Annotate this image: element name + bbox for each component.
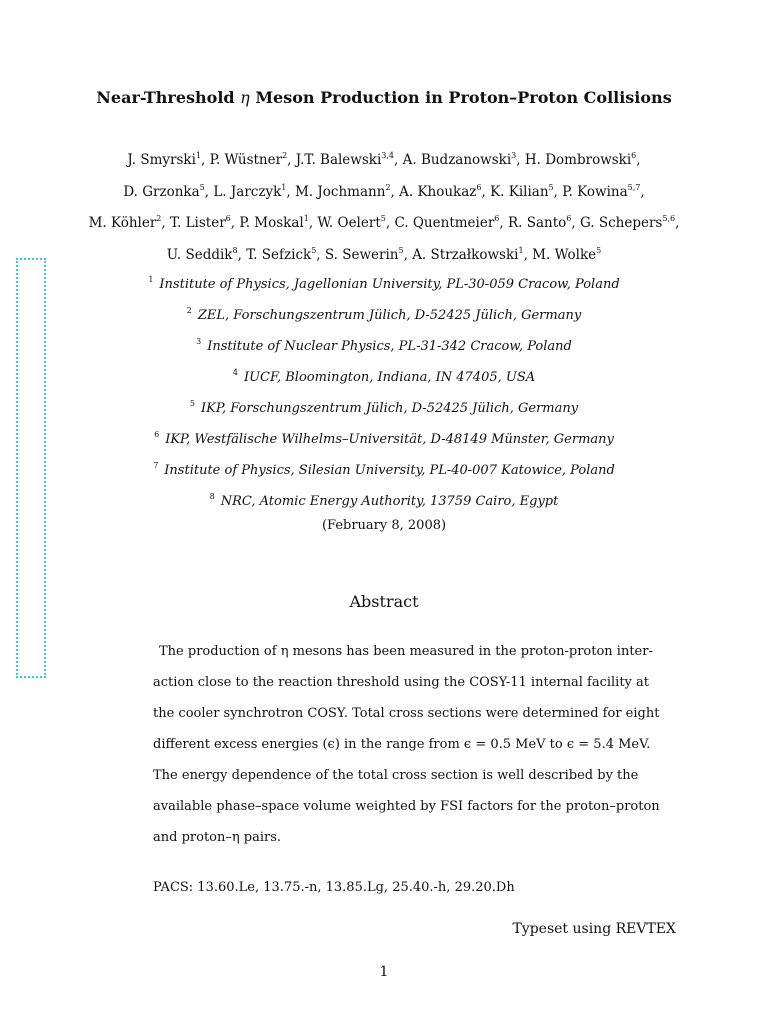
affiliation-number: 2 [186,306,192,315]
abstract-line: available phase–space volume weighted by FSI factors for the proton–proton [153,799,660,814]
author [508,215,571,231]
affiliation [60,455,708,486]
author [399,184,481,200]
author-name: M. Jochmann [294,183,386,200]
affiliation-text: Institute of Nuclear Physics, PL-31-342 Cracow, Poland [207,339,572,354]
affiliation-number: 5 [189,399,195,408]
affiliation [60,486,708,517]
author-affiliation-marker: 1 [195,151,202,160]
author-name: A. Khoukaz [399,183,477,200]
author-name: M. Köhler [88,215,157,231]
author-affiliation-marker: 5 [311,245,317,255]
author-affiliation-marker: 2 [282,151,288,160]
affiliation-number: 1 [148,275,154,284]
author [295,184,391,200]
author [296,152,394,168]
affiliation-text: Institute of Physics, Silesian University, PL-40-007 Katowice, Poland [164,463,615,478]
author-name: G. Schepers [579,215,663,231]
affiliation [60,331,708,362]
author [123,184,204,200]
author-line: M. Köhler$^2$, T. Lister$^6$, P. Moskal$^1$, W. Oelert$^5$, C. Quentmeier$^6$, R. Santo$^6$, G. Schepers$^{5,6}$, [88,214,680,231]
abstract-line: action close to the reaction threshold using the COSY-11 internal facility at [153,675,649,690]
affiliation [60,393,708,424]
affiliation-number: 6 [154,430,160,439]
author-name: U. Seddik [166,246,233,263]
author-name: L. Jarczyk [213,183,282,200]
affiliation-number: 7 [153,461,159,470]
author-affiliation-marker: 2 [385,182,391,192]
author-affiliation-marker: 5 [596,245,602,255]
affiliation-text: IKP, Forschungszentrum Jülich, D-52425 Jülich, Germany [201,401,579,416]
abstract-line: The energy dependence of the total cross section is well described by the [153,768,639,783]
author [239,215,308,231]
author [532,247,601,263]
author [490,184,554,200]
author-line: J. Smyrski$^1$, P. Wüstner$^2$, J.T. Balewski$^{3,4}$, A. Budzanowski$^3$, H. Dombrowski$^6$, [127,151,641,168]
author-name: S. Sewerin [324,246,399,263]
author-name: K. Kilian [490,183,549,200]
affiliation [60,362,708,393]
author-affiliation-marker: 6 [225,214,231,223]
author [210,152,288,168]
author-affiliation-marker: 1 [518,245,524,255]
author-name: C. Quentmeier [394,215,495,231]
author-line: U. Seddik$^8$, T. Sefzick$^5$, S. Sewerin$^5$, A. Strzałkowski$^1$, M. Wolke$^5$ [166,245,602,263]
pacs-codes: PACS: 13.60.Le, 13.75.-n, 13.85.Lg, 25.40.-h, 29.20.Dh [153,880,515,895]
author [89,215,162,231]
arxiv-stamp-box [16,258,46,678]
author [127,152,201,168]
author-affiliation-marker: 2 [156,214,162,223]
author-affiliation-marker: 6 [476,182,482,192]
abstract-line: the cooler synchrotron COSY. Total cross sections were determined for eight [153,706,660,721]
author-name: J.T. Balewski [295,152,382,168]
title-text-before: Near-Threshold [96,88,241,107]
affiliation [60,269,708,300]
affiliation-text: NRC, Atomic Energy Authority, 13759 Cairo, Egypt [220,494,559,509]
author-affiliation-marker: 5 [380,214,386,223]
author [246,247,316,263]
author-affiliation-marker: 5 [398,245,404,255]
author-name: T. Lister [169,215,226,231]
affiliation-text: ZEL, Forschungszentrum Jülich, D-52425 Jülich, Germany [197,308,582,323]
abstract-line: and proton–η pairs. [153,830,282,845]
author-affiliation-marker: 5 [548,182,554,192]
paper-title [40,88,728,107]
affiliation [60,300,708,331]
author [317,215,385,231]
abstract-line: different excess energies (ϵ) in the range from ϵ = 0.5 MeV to ϵ = 5.4 MeV. [153,737,651,752]
author-name: W. Oelert [317,215,381,231]
author-affiliation-marker: 8 [232,245,238,255]
author-name: A. Strzałkowski [412,246,519,263]
author [170,215,231,231]
author [394,215,499,231]
author-name: P. Moskal [239,215,304,231]
author-affiliation-marker: 6 [631,151,637,160]
author-name: J. Smyrski [127,152,196,168]
page-number: 1 [379,964,389,980]
author-affiliation-marker: 5,7 [627,182,641,192]
affiliation-text: Institute of Physics, Jagellonian University, PL-30-059 Cracow, Poland [159,277,620,292]
paper-date: (February 8, 2008) [321,518,447,533]
affiliation-text: IUCF, Bloomington, Indiana, IN 47405, USA [243,370,536,385]
abstract-heading: Abstract [349,592,419,611]
author-name: H. Dombrowski [524,152,632,168]
author-affiliation-marker: 5 [199,182,205,192]
author [580,215,675,231]
author-affiliation-marker: 1 [303,214,309,223]
author-affiliation-marker: 1 [281,182,287,192]
author-line: D. Grzonka$^5$, L. Jarczyk$^1$, M. Jochmann$^2$, A. Khoukaz$^6$, K. Kilian$^5$, P. Kowina$^{5,7}$, [123,182,645,200]
author-name: M. Wolke [532,246,597,263]
title-eta-symbol: η [240,88,250,107]
author [213,184,286,200]
author [167,247,238,263]
author-affiliation-marker: 3,4 [381,151,395,160]
abstract-line: The production of η mesons has been measured in the proton-proton inter- [159,644,653,659]
author [525,152,636,168]
author [325,247,404,263]
author-name: A. Budzanowski [402,152,512,168]
author-name: T. Sefzick [246,246,312,263]
author [412,247,523,263]
author-affiliation-marker: 6 [494,214,500,223]
affiliation-text: IKP, Westfälische Wilhelms–Universität, D-48149 Münster, Germany [165,432,614,447]
author [403,152,517,168]
affiliation-list [60,269,708,517]
title-text-after: Meson Production in Proton–Proton Collisions [249,88,672,107]
author-affiliation-marker: 5,6 [662,214,676,223]
author-list [60,145,708,271]
affiliation [60,424,708,455]
author-name: D. Grzonka [123,183,200,200]
author [562,184,640,200]
affiliation-number: 8 [209,492,215,501]
author-affiliation-marker: 3 [511,151,517,160]
abstract-body [153,636,660,853]
author-name: P. Kowina [562,183,628,200]
author-name: P. Wüstner [209,152,283,168]
author-affiliation-marker: 6 [566,214,572,223]
typeset-note: Typeset using REVTEX [512,921,676,937]
affiliation-number: 3 [196,337,202,346]
affiliation-number: 4 [232,368,238,377]
author-name: R. Santo [507,215,567,231]
